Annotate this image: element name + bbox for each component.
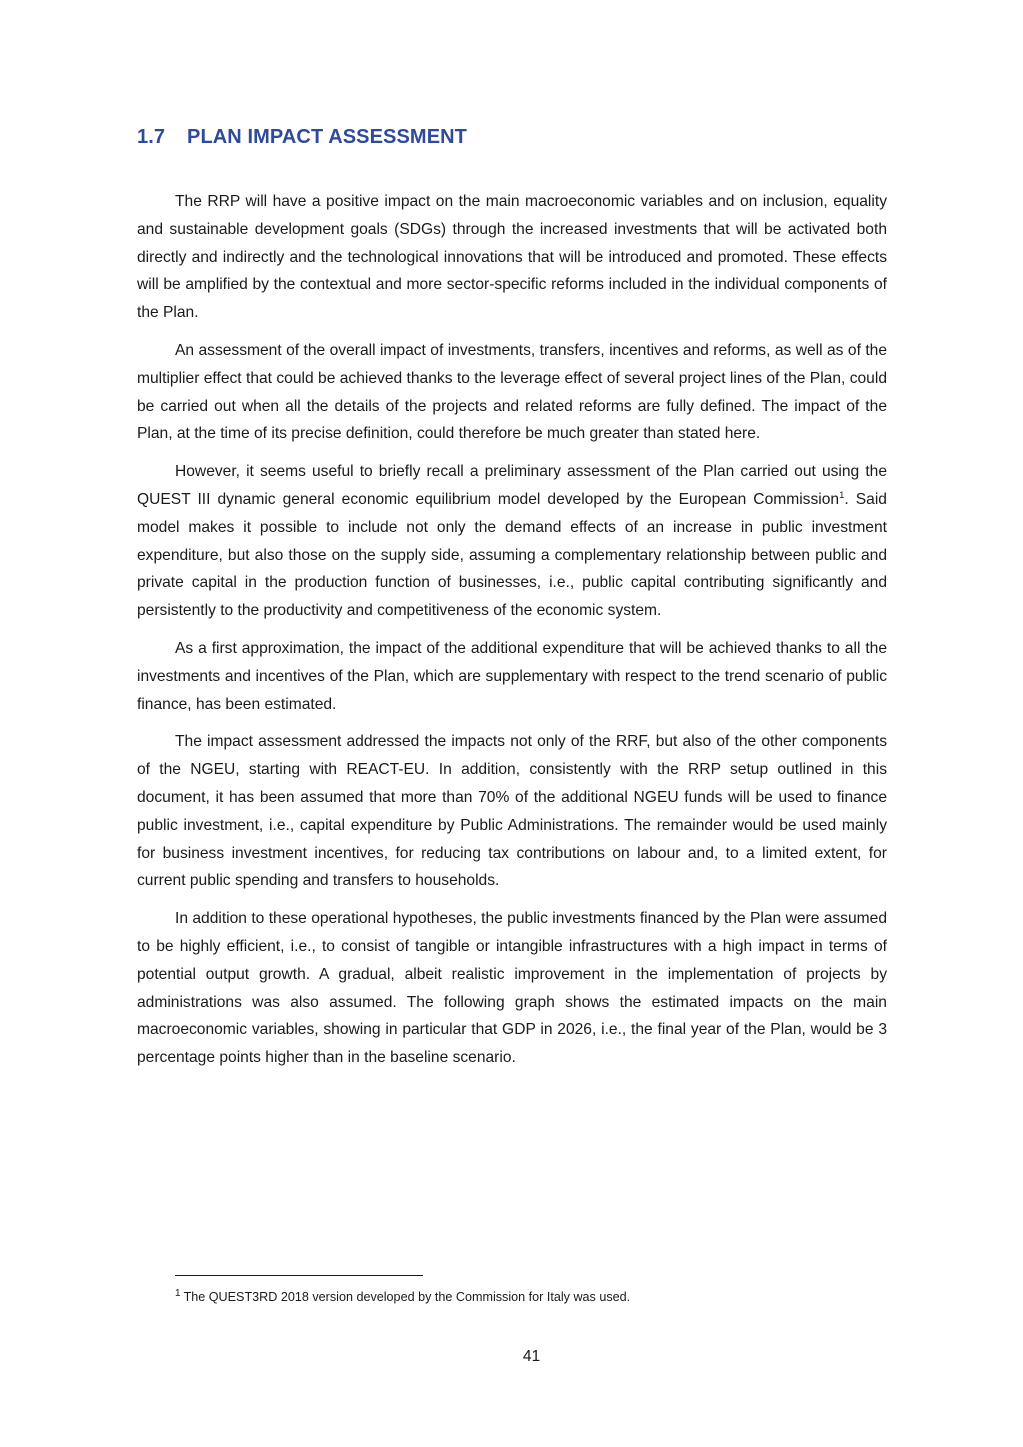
footnote: [175, 1288, 630, 1306]
paragraph-3: [137, 458, 887, 625]
footnote-text: The QUEST3RD 2018 version developed by the Commission for Italy was used.: [183, 1290, 631, 1304]
section-number: 1.7: [137, 126, 166, 148]
footnote-reference[interactable]: 1: [839, 489, 845, 501]
paragraph-3-text-before: However, it seems useful to briefly recall a preliminary assessment of the Plan carried out using the QUEST III dynamic general economic equilibrium model developed by the European Commission: [137, 463, 887, 508]
body-text: [137, 188, 887, 1082]
footnote-separator: [175, 1275, 423, 1276]
paragraph-4: As a first approximation, the impact of the additional expenditure that will be achieved thanks to all the investments and incentives of the Plan, which are supplementary with respect to the trend scenario of public finance, has been estimated.: [137, 639, 887, 713]
page-number: 41: [522, 1348, 541, 1365]
paragraph-5: The impact assessment addressed the impacts not only of the RRF, but also of the other components of the NGEU, starting with REACT-EU. In addition, consistently with the RRP setup outlined in this document, it has been assumed that more than 70% of the additional NGEU funds will be used to finance public investment, i.e., capital expenditure by Public Administrations. The remainder would be used mainly for business investment incentives, for reducing tax contributions on labour and, to a limited extent, for current public spending and transfers to households.: [137, 733, 887, 890]
section-heading: [137, 126, 467, 149]
section-title: PLAN IMPACT ASSESSMENT: [187, 126, 467, 148]
paragraph-3-text-after: . Said model makes it possible to include not only the demand effects of an increase in public investment expenditure, but also those on the supply side, assuming a complementary relationship between public and private capital in the production function of businesses, i.e., public capital contributing significantly and persistently to the productivity and competitiveness of the economic system.: [137, 490, 887, 620]
paragraph-6: In addition to these operational hypotheses, the public investments financed by the Plan were assumed to be highly efficient, i.e., to consist of tangible or intangible infrastructures with a high impact in terms of potential output growth. A gradual, albeit realistic improvement in the implementation of projects by administrations was also assumed. The following graph shows the estimated impacts on the main macroeconomic variables, showing in particular that GDP in 2026, i.e., the final year of the Plan, would be 3 percentage points higher than in the baseline scenario.: [137, 910, 887, 1067]
footnote-marker: 1: [175, 1287, 181, 1299]
paragraph-1: The RRP will have a positive impact on the main macroeconomic variables and on inclusion, equality and sustainable development goals (SDGs) through the increased investments that will be activated both directly and indirectly and the technological innovations that will be introduced and promoted. These effects will be amplified by the contextual and more sector-specific reforms included in the individual components of the Plan.: [137, 193, 887, 322]
paragraph-2: An assessment of the overall impact of investments, transfers, incentives and reforms, as well as of the multiplier effect that could be achieved thanks to the leverage effect of several project lines of the Plan, could be carried out when all the details of the projects and related reforms are fully defined. The impact of the Plan, at the time of its precise definition, could therefore be much greater than stated here.: [137, 341, 887, 443]
